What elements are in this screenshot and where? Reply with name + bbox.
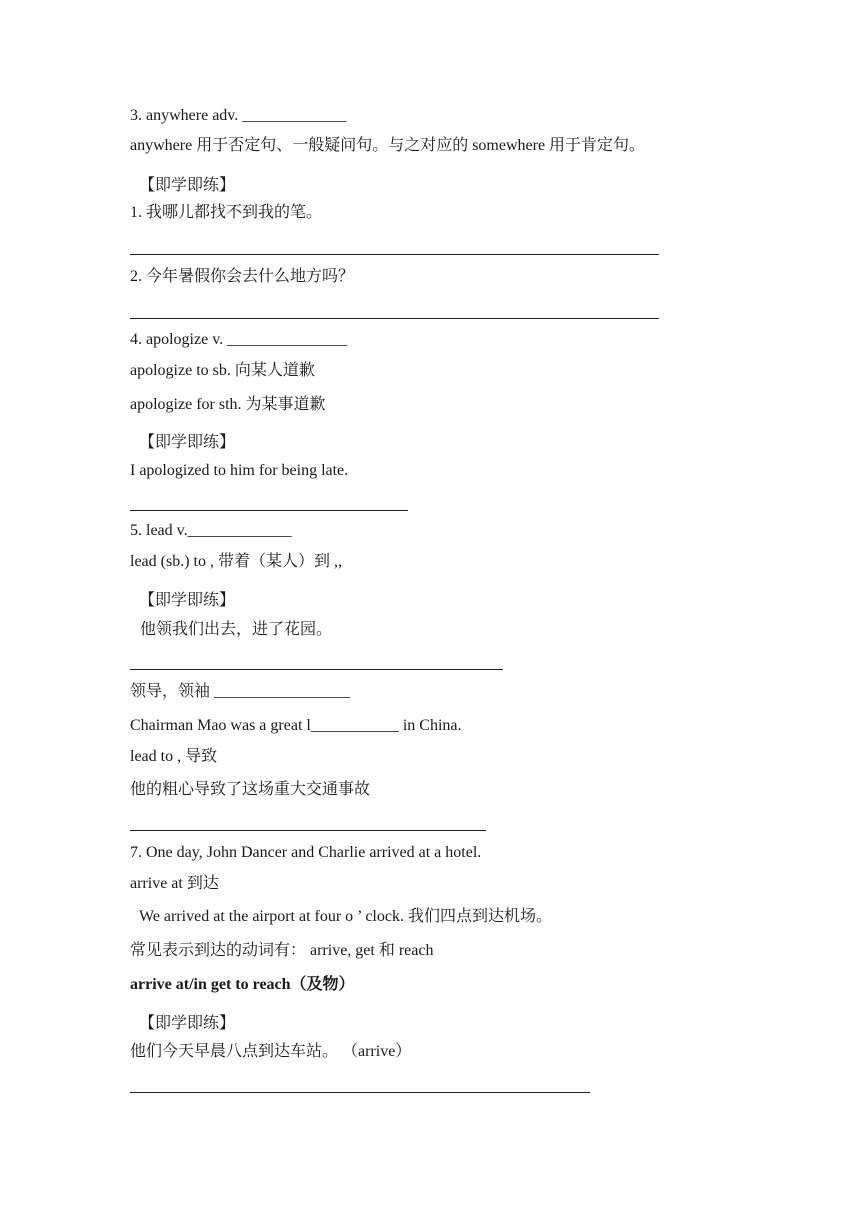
section-3-usage-note: anywhere 用于否定句、一般疑问句。与之对应的 somewhere 用于肯定句。 <box>130 137 646 154</box>
practice-question: 1. 我哪儿都找不到我的笔。 <box>130 204 323 221</box>
practice-label: 【即学即练】 <box>139 1015 236 1032</box>
practice-question: 他们今天早晨八点到达车站。 （arrive） <box>130 1043 412 1060</box>
answer-line <box>130 510 408 511</box>
section-4-heading: 4. apologize v. _______________ <box>130 331 348 348</box>
phrase-apologize-for: apologize for sth. 为某事道歉 <box>130 396 326 413</box>
section-3-heading: 3. anywhere adv. _____________ <box>130 107 347 124</box>
answer-line <box>130 1092 590 1093</box>
fill-in-sentence: Chairman Mao was a great l___________ in China. <box>130 717 462 734</box>
practice-label: 【即学即练】 <box>139 177 236 194</box>
answer-line <box>130 318 659 319</box>
phrase-lead-to-result: lead to , 导致 <box>130 748 218 765</box>
section-7-heading: 7. One day, John Dancer and Charlie arrived at a hotel. <box>130 844 482 861</box>
phrase-lead-to: lead (sb.) to , 带着（某人）到 ,, <box>130 553 342 570</box>
answer-line <box>130 669 503 670</box>
practice-question: 他领我们出去，进了花园。 <box>140 621 333 638</box>
phrase-arrive-at: arrive at 到达 <box>130 875 219 892</box>
leader-vocab: 领导，领袖 _________________ <box>130 683 351 700</box>
arrive-verbs-bold: arrive at/in get to reach（及物） <box>130 976 355 993</box>
answer-line <box>130 254 659 255</box>
practice-label: 【即学即练】 <box>139 434 236 451</box>
practice-label: 【即学即练】 <box>139 592 236 609</box>
arrive-verbs-note: 常见表示到达的动词有： arrive, get 和 reach <box>130 942 434 959</box>
example-sentence: We arrived at the airport at four o ’ clock. 我们四点到达机场。 <box>139 908 552 925</box>
practice-question: I apologized to him for being late. <box>130 462 349 479</box>
section-5-heading: 5. lead v._____________ <box>130 522 292 539</box>
phrase-apologize-to: apologize to sb. 向某人道歉 <box>130 362 315 379</box>
practice-question: 他的粗心导致了这场重大交通事故 <box>130 781 371 798</box>
answer-line <box>130 830 486 831</box>
practice-question: 2. 今年暑假你会去什么地方吗？ <box>130 268 355 285</box>
